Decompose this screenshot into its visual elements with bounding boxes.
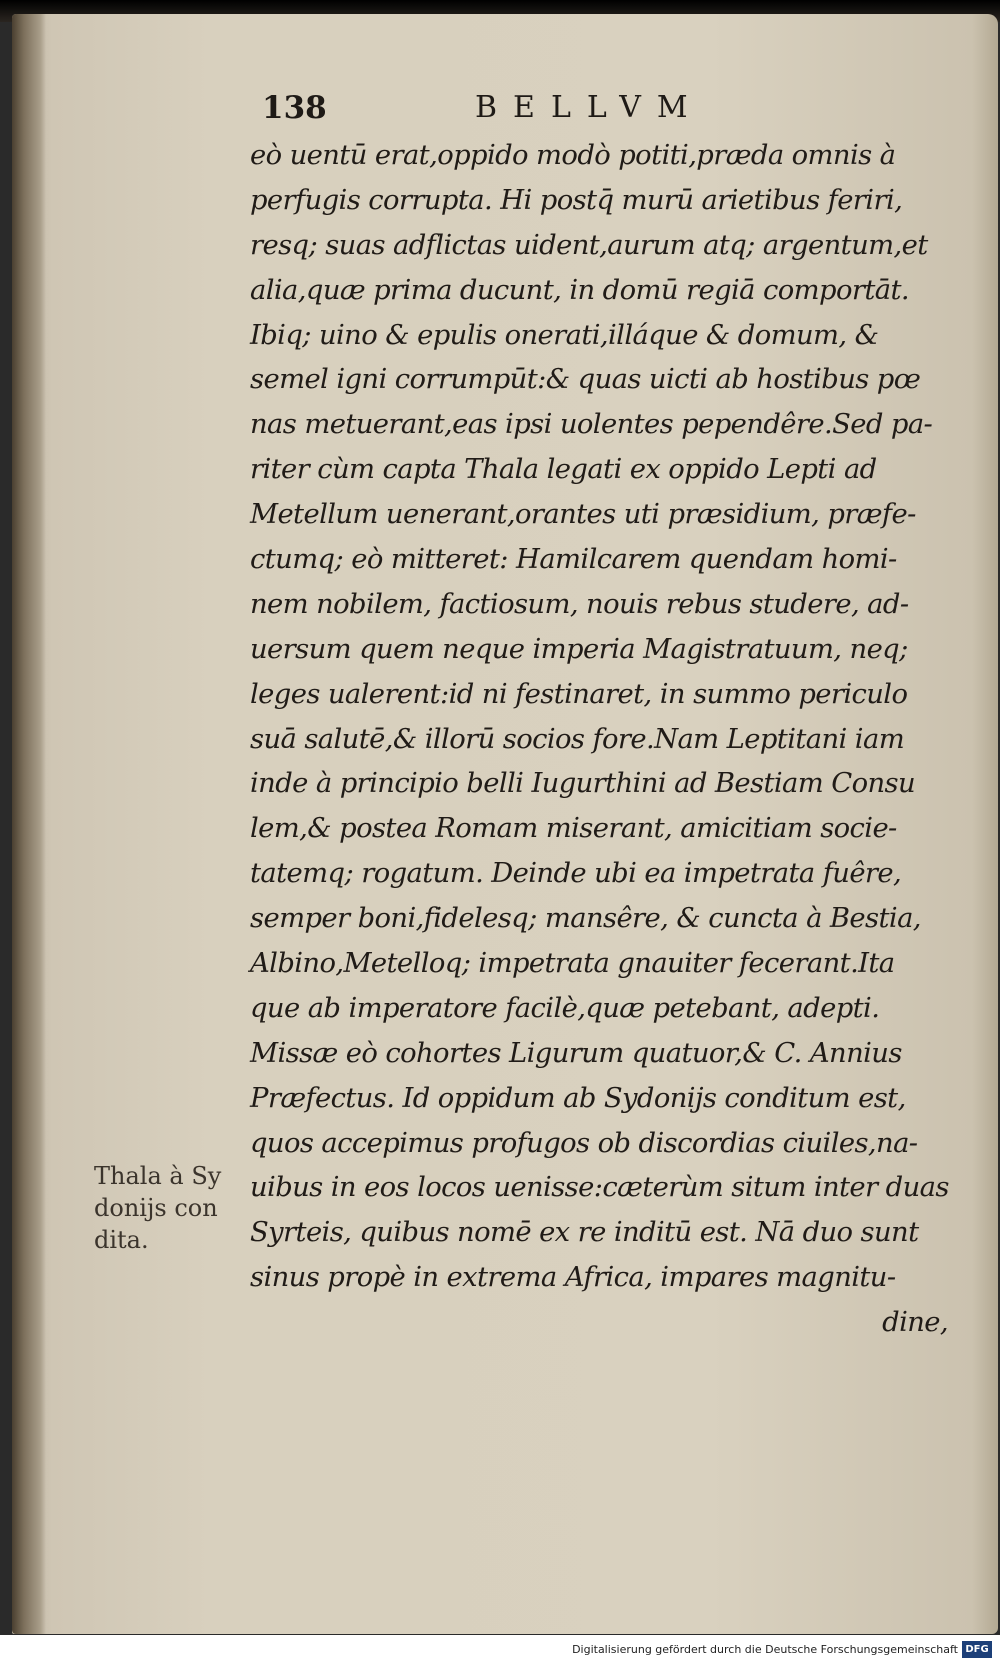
text-line: inde à principio belli Iugurthini ad Bestiam Consu: [250, 768, 916, 800]
text-line: semel igni corrumpūt:& quas uicti ab hostibus pœ: [250, 364, 921, 396]
text-line: quos accepimus profugos ob discordias ciuiles,na-: [250, 1127, 918, 1159]
marginal-note-line: Thala à Sy: [94, 1162, 222, 1190]
text-line: Ibiq; uino & epulis onerati,illáque & domum, &: [250, 319, 879, 351]
running-head: BELLVM: [475, 90, 704, 125]
text-line: perfugis corrupta. Hi postq̄ murū arietibus feriri,: [250, 184, 903, 216]
funding-credit: Digitalisierung gefördert durch die Deutsche Forschungsgemeinschaft: [572, 1643, 958, 1656]
text-line: Missæ eò cohortes Ligurum quatuor,& C. Annius: [250, 1037, 902, 1069]
text-line: lem,& postea Romam miserant, amicitiam socie-: [250, 813, 897, 845]
page-header: [0, 90, 986, 136]
text-line: Albino,Metelloq; impetrata gnauiter fecerant.Ita: [250, 948, 895, 980]
marginal-note: [94, 1160, 244, 1256]
text-line: Præfectus. Id oppidum ab Sydonijs conditum est,: [250, 1082, 906, 1114]
text-line: riter cùm capta Thala legati ex oppido Lepti ad: [250, 454, 877, 486]
text-line: Metellum uenerant,orantes uti præsidium, præfe-: [250, 499, 916, 531]
text-line: uersum quem neque imperia Magistratuum, neq;: [250, 633, 908, 665]
text-line: alia,quæ prima ducunt, in domū regiā comportāt.: [250, 274, 909, 306]
text-line: suā salutē,& illorū socios fore.Nam Leptitani iam: [250, 723, 905, 755]
text-line: uibus in eos locos uenisse:cæterùm situm inter duas: [250, 1172, 949, 1204]
page-number: 138: [262, 90, 327, 126]
text-line: nem nobilem, factiosum, nouis rebus studere, ad-: [250, 588, 909, 620]
text-line-catchword: dine,: [882, 1307, 948, 1339]
digitization-footer: [0, 1635, 1000, 1667]
text-line: tatemq; rogatum. Deinde ubi ea impetrata fuêre,: [250, 858, 902, 890]
text-line: leges ualerent:id ni festinaret, in summo periculo: [250, 678, 908, 710]
text-line: nas metuerant,eas ipsi uolentes pependêre.Sed pa-: [250, 409, 933, 441]
marginal-note-line: dita.: [94, 1226, 149, 1254]
text-line: que ab imperatore facilè,quæ petebant, adepti.: [250, 992, 880, 1024]
body-text: [250, 134, 962, 1346]
dfg-logo: DFG: [962, 1641, 992, 1658]
text-line: sinus propè in extrema Africa, impares magnitu-: [250, 1262, 896, 1294]
text-line: semper boni,fidelesq; mansêre, & cuncta à Bestia,: [250, 903, 921, 935]
text-line: eò uentū erat,oppido modò potiti,præda omnis à: [250, 140, 896, 171]
text-line: Syrteis, quibus nomē ex re inditū est. Nā duo sunt: [250, 1217, 919, 1249]
text-line: ctumq; eò mitteret: Hamilcarem quendam homi-: [250, 544, 897, 576]
marginal-note-line: donijs con: [94, 1194, 218, 1222]
page-gutter: [12, 14, 46, 1634]
text-line: resq; suas adflictas uident,aurum atq; argentum,et: [250, 229, 928, 261]
